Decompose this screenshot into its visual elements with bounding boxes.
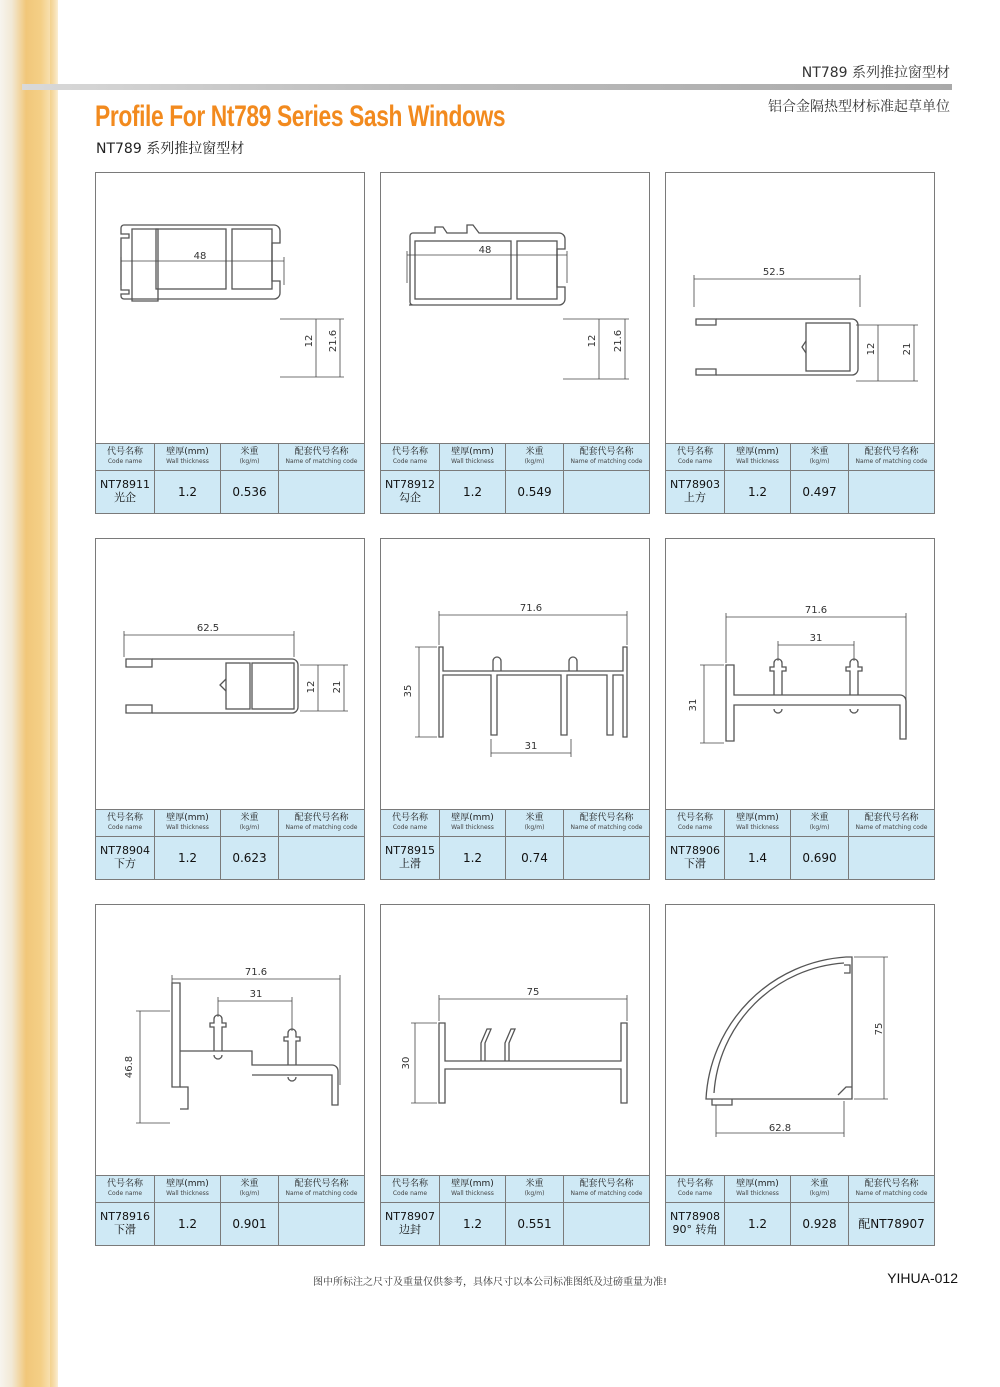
profile-card-nt78915	[380, 538, 650, 880]
svg-text:75: 75	[526, 987, 540, 998]
svg-text:35: 35	[403, 684, 414, 698]
spec-table: 代号名称 Code name 壁厚(mm) Wall thickness 米重 (kg/m) 配套代号名称 Name of matching code NT78911 光企 1.2 0.536	[96, 443, 364, 513]
svg-text:48: 48	[478, 245, 492, 256]
svg-text:12: 12	[866, 342, 877, 356]
profile-drawing	[381, 173, 649, 441]
profile-card-nt78912	[380, 172, 650, 514]
page-title: Profile For Nt789 Series Sash Windows	[95, 100, 506, 133]
header-series: NT789 系列推拉窗型材	[801, 65, 950, 81]
svg-text:62.5: 62.5	[196, 623, 220, 634]
page-subtitle: NT789 系列推拉窗型材	[96, 141, 245, 157]
profile-card-nt78907	[380, 904, 650, 1246]
dim-height-b: 21.6	[328, 329, 339, 353]
svg-text:12: 12	[587, 334, 598, 348]
spec-table: 代号名称 Code name 壁厚(mm) Wall thickness 米重 (kg/m) 配套代号名称 Name of matching code NT78907 边封 1.2 0.551	[381, 1175, 649, 1245]
profile-drawing	[96, 905, 364, 1173]
wall-value: 1.2	[177, 485, 198, 499]
profile-drawing	[381, 539, 649, 807]
svg-text:12: 12	[306, 680, 317, 694]
svg-text:75: 75	[874, 1022, 885, 1036]
profile-card-nt78911	[95, 172, 365, 514]
svg-text:21.6: 21.6	[613, 329, 624, 353]
spec-table: 代号名称 Code name 壁厚(mm) Wall thickness 米重 (kg/m) 配套代号名称 Name of matching code NT78903 上方 1.2 0.497	[666, 443, 934, 513]
svg-text:31: 31	[809, 633, 823, 644]
profile-drawing	[666, 539, 934, 807]
svg-text:30: 30	[401, 1056, 412, 1070]
profile-drawing	[381, 905, 649, 1173]
profile-drawing	[666, 905, 934, 1173]
profile-card-nt78906	[665, 538, 935, 880]
spec-table: 代号名称 Code name 壁厚(mm) Wall thickness 米重 (kg/m) 配套代号名称 Name of matching code NT78912 勾企 1.2 0.549	[381, 443, 649, 513]
profile-drawing	[96, 539, 364, 807]
binding-strip	[0, 0, 58, 1387]
dim-width: 48	[193, 251, 207, 262]
svg-text:71.6: 71.6	[244, 967, 268, 978]
svg-text:21: 21	[902, 342, 913, 356]
svg-text:71.6: 71.6	[804, 605, 828, 616]
spec-table: 代号名称 Code name 壁厚(mm) Wall thickness 米重 (kg/m) 配套代号名称 Name of matching code NT78916 下滑 1.2 0.901	[96, 1175, 364, 1245]
header-company: 铝合金隔热型材标准起草单位	[768, 99, 950, 115]
profile-drawing	[666, 173, 934, 441]
svg-text:62.8: 62.8	[768, 1123, 792, 1134]
spec-table: 代号名称 Code name 壁厚(mm) Wall thickness 米重 (kg/m) 配套代号名称 Name of matching code NT78908 90° 转角 1.2 0.928 配NT78907	[666, 1175, 934, 1245]
svg-text:46.8: 46.8	[124, 1055, 135, 1079]
profile-card-nt78908	[665, 904, 935, 1246]
header-rule	[22, 84, 952, 90]
weight-value: 0.536	[232, 485, 267, 499]
profile-drawing	[96, 173, 364, 441]
profile-card-nt78904	[95, 538, 365, 880]
svg-text:21: 21	[332, 680, 343, 694]
svg-text:31: 31	[249, 989, 263, 1000]
page-code: YIHUA-012	[887, 1270, 958, 1286]
spec-table: 代号名称 Code name 壁厚(mm) Wall thickness 米重 (kg/m) 配套代号名称 Name of matching code NT78904 下方 1.2 0.623	[96, 809, 364, 879]
footer-note: 图中所标注之尺寸及重量仅供参考，具体尺寸以本公司标准图纸及过磅重量为准!	[313, 1277, 668, 1288]
profile-card-nt78916	[95, 904, 365, 1246]
code-value: NT78911	[100, 478, 150, 491]
profile-card-nt78903	[665, 172, 935, 514]
name-value: 光企	[114, 491, 136, 504]
spec-table: 代号名称 Code name 壁厚(mm) Wall thickness 米重 (kg/m) 配套代号名称 Name of matching code NT78906 下滑 1.4 0.690	[666, 809, 934, 879]
spec-table: 代号名称 Code name 壁厚(mm) Wall thickness 米重 (kg/m) 配套代号名称 Name of matching code NT78915 上滑 1.2 0.74	[381, 809, 649, 879]
svg-text:31: 31	[688, 698, 699, 712]
svg-text:52.5: 52.5	[762, 267, 786, 278]
dim-height-a: 12	[304, 334, 315, 348]
svg-text:71.6: 71.6	[519, 603, 543, 614]
svg-text:31: 31	[524, 741, 538, 752]
